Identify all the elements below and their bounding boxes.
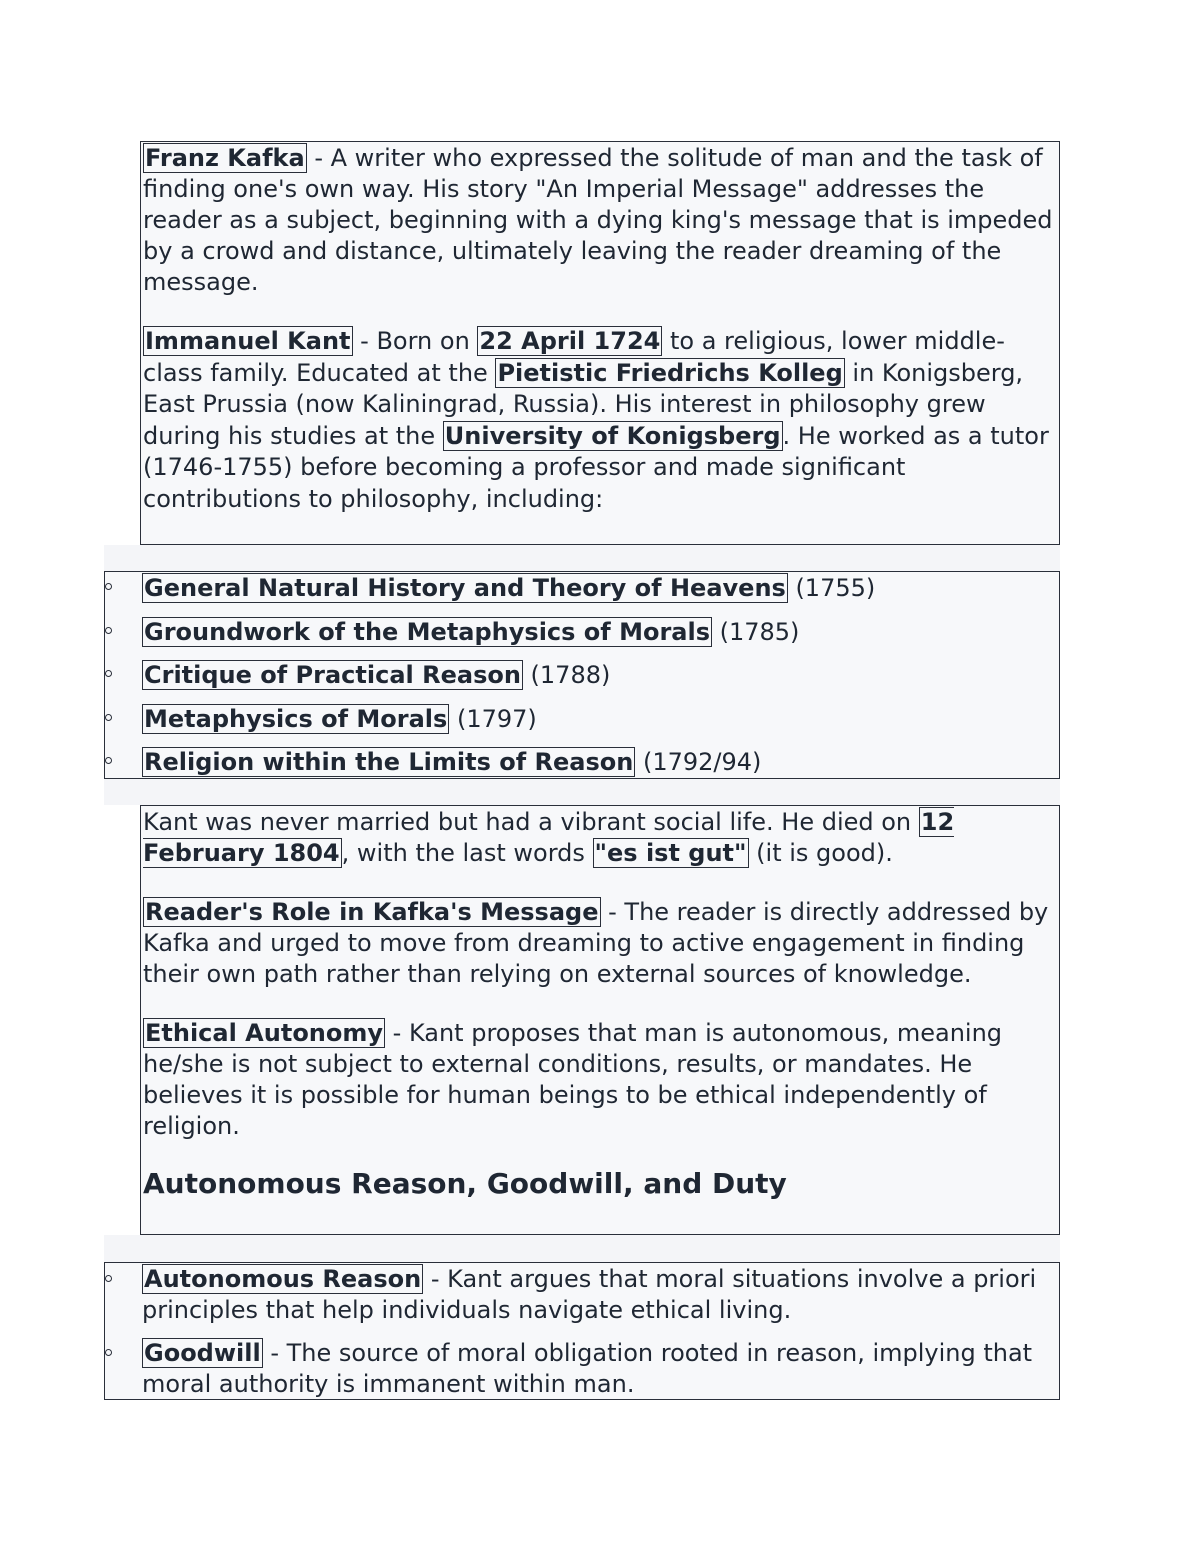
work-year: (1785) bbox=[711, 617, 800, 646]
concept-term: Autonomous Reason bbox=[144, 1265, 422, 1293]
divider-strip bbox=[104, 545, 1060, 571]
bullet-icon bbox=[105, 670, 112, 677]
reader-paragraph bbox=[143, 897, 1057, 990]
concepts-list bbox=[142, 1264, 1059, 1400]
work-year: (1792/94) bbox=[635, 748, 762, 776]
bullet-icon bbox=[105, 627, 112, 634]
work-year: (1797) bbox=[449, 704, 537, 733]
list-item bbox=[142, 704, 1059, 748]
work-year: (1755) bbox=[787, 574, 876, 602]
divider-strip bbox=[104, 779, 1060, 805]
kant-school: Pietistic Friedrichs Kolleg bbox=[497, 358, 843, 387]
work-year: (1788) bbox=[522, 661, 611, 689]
concept-term: Goodwill bbox=[144, 1339, 261, 1367]
list-item bbox=[142, 660, 1059, 704]
concepts-section bbox=[104, 1262, 1060, 1400]
list-item bbox=[142, 1264, 1059, 1326]
life-text-2: , with the last words bbox=[341, 839, 593, 867]
kant-term: Immanuel Kant bbox=[145, 327, 351, 355]
intro-section bbox=[140, 141, 1060, 545]
kant-paragraph bbox=[143, 326, 1057, 515]
reader-term: Reader's Role in Kafka's Message bbox=[145, 898, 599, 926]
kant-university: University of Konigsberg bbox=[444, 421, 781, 450]
concept-text: - Kant argues that moral situations involve a priori principles that help individuals navigate ethical living. bbox=[142, 1265, 1037, 1324]
ethics-text: - Kant proposes that man is autonomous, meaning he/she is not subject to external conditions, results, or mandates. He believes it is possible for human beings to be ethical independently of religion. bbox=[143, 1019, 1003, 1140]
list-item bbox=[142, 1338, 1059, 1400]
bullet-icon bbox=[105, 1275, 112, 1282]
work-title: General Natural History and Theory of Heavens bbox=[144, 574, 786, 602]
kafka-term: Franz Kafka bbox=[145, 144, 305, 172]
life-text-3: (it is good). bbox=[748, 839, 893, 867]
kant-birth-date: 22 April 1724 bbox=[479, 327, 661, 355]
works-section bbox=[104, 571, 1060, 779]
ethics-term: Ethical Autonomy bbox=[145, 1019, 384, 1047]
bullet-icon bbox=[105, 757, 112, 764]
kant-text-2: to a religious, lower middle-class family. Educated at the bbox=[143, 327, 1005, 387]
works-list bbox=[142, 573, 1059, 778]
death-date: 12 February 1804 bbox=[143, 808, 955, 867]
concept-text: - The source of moral obligation rooted in reason, implying that moral authority is immanent within man. bbox=[142, 1339, 1033, 1398]
kant-text-4: . He worked as a tutor (1746-1755) before becoming a professor and made significant contributions to philosophy, including: bbox=[143, 421, 1049, 513]
section-heading: Autonomous Reason, Goodwill, and Duty bbox=[143, 1167, 787, 1200]
work-title: Critique of Practical Reason bbox=[144, 661, 521, 689]
divider-strip bbox=[104, 1235, 1060, 1262]
list-item bbox=[142, 747, 1059, 778]
ethics-paragraph bbox=[143, 1018, 1057, 1142]
bullet-icon bbox=[105, 583, 112, 590]
life-paragraph bbox=[143, 807, 1057, 869]
kafka-text: - A writer who expressed the solitude of man and the task of finding one's own way. His story "An Imperial Message" addresses the reader as a subject, beginning with a dying king's message that is impeded by a crowd and distance, ultimately leaving the reader dreaming of the message. bbox=[143, 144, 1053, 296]
list-item bbox=[142, 617, 1059, 661]
last-words: "es ist gut" bbox=[594, 839, 747, 867]
work-title: Groundwork of the Metaphysics of Morals bbox=[144, 617, 710, 646]
kant-text-1: - Born on bbox=[352, 327, 478, 355]
kant-text-3: in Konigsberg, East Prussia (now Kaliningrad, Russia). His interest in philosophy grew during his studies at the bbox=[143, 358, 1024, 450]
work-title: Religion within the Limits of Reason bbox=[144, 748, 634, 776]
bullet-icon bbox=[105, 714, 112, 721]
life-section bbox=[140, 805, 1060, 1235]
life-text-1: Kant was never married but had a vibrant social life. He died on bbox=[143, 808, 919, 836]
reader-text: - The reader is directly addressed by Kafka and urged to move from dreaming to active engagement in finding their own path rather than relying on external sources of knowledge. bbox=[143, 898, 1049, 988]
kafka-paragraph bbox=[143, 143, 1057, 298]
work-title: Metaphysics of Morals bbox=[144, 704, 448, 733]
bullet-icon bbox=[105, 1349, 112, 1356]
list-item bbox=[142, 573, 1059, 617]
